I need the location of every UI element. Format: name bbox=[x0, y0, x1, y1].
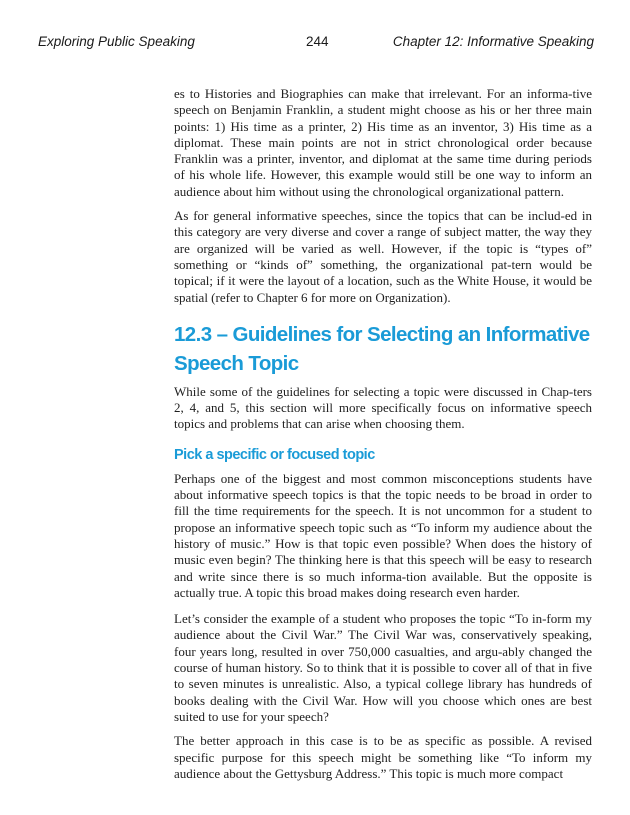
paragraph-civil-war: Let’s consider the example of a student who proposes the topic “To in-form my audience about the Civil War.” The Civil War was, conservatively speaking, four years long, resulted in over 750,000 casualties, and argu-ably changed the course of human history. So to think that it is possible to cover all of that in five to seven minutes is unrealistic. Also, a typical college library has hundreds of books dealing with the Civil War. How will you choose which ones are best suited to use for your speech? bbox=[174, 611, 592, 724]
running-header bbox=[38, 34, 594, 52]
paragraph-general-speeches: As for general informative speeches, since the topics that can be includ-ed in this category are very diverse and cover a range of subject matter, the way they are organized will be varied as well. However, if the topic is “types of” something or “kinds of” something, the organizational pat-tern would be topical; if it were the layout of a location, such as the White House, it would be spatial (refer to Chapter 6 for more on Organization). bbox=[174, 208, 592, 305]
chapter-title: Chapter 12: Informative Speaking bbox=[392, 34, 594, 49]
section-heading: 12.3 – Guidelines for Selecting an Informative Speech Topic bbox=[174, 322, 590, 375]
page-body bbox=[174, 86, 592, 782]
paragraph-franklin: es to Histories and Biographies can make that irrelevant. For an informa-tive speech on Benjamin Franklin, a student might choose as his or her three main points: 1) His time as a printer, 2) His time as an inventor, 3) His time as a diplomat. These main points are not in strict chronological order because Franklin was a printer, inventor, and diplomat at the same time during periods of his whole life. However, this example would still be one way to inform an audience about him without using the chronological organizational pattern. bbox=[174, 86, 592, 199]
book-title: Exploring Public Speaking bbox=[38, 34, 195, 49]
paragraph-guidelines-intro: While some of the guidelines for selecting a topic were discussed in Chap-ters 2, 4, and 5, this section will more specifically focus on informative speech topics and problems that can arise when choosing them. bbox=[174, 383, 592, 432]
page-number: 244 bbox=[306, 34, 329, 49]
paragraph-misconceptions: Perhaps one of the biggest and most common misconceptions students have about informative speech topics is that the topic needs to be broad in order to fill the time requirements for the speech. It is not uncommon for a student to propose an informative speech topic such as “To inform my audience about the history of music.” How is that topic even possible? When does the history of music even begin? The thinking here is that this speech will be easy to research and write since there is so much informa-tion available. But the opposite is actually true. A topic this broad makes doing research even harder. bbox=[174, 470, 592, 600]
paragraph-better-approach: The better approach in this case is to be as specific as possible. A revised specific purpose for this speech might be something like “To inform my audience about the Gettysburg Address.” This topic is much more compact bbox=[174, 733, 592, 781]
subheading: Pick a specific or focused topic bbox=[174, 446, 375, 463]
